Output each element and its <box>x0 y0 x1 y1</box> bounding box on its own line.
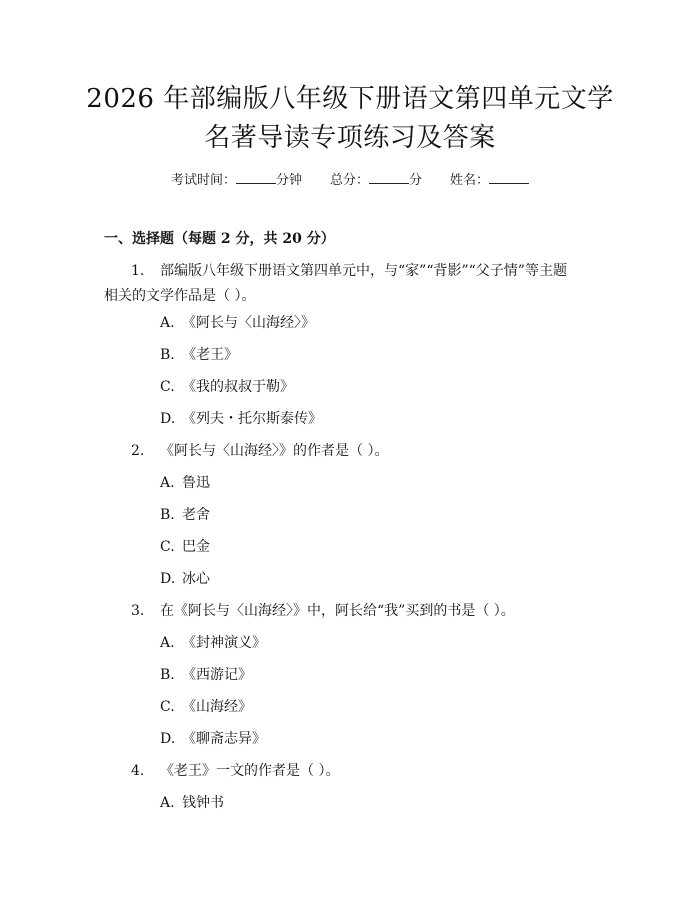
question-number: 3. <box>131 603 145 619</box>
option-letter: B. <box>160 667 175 683</box>
option-letter: A. <box>160 635 175 651</box>
option-text: 《我的叔叔于勒》 <box>182 379 294 395</box>
option-text: 《封神演义》 <box>182 635 266 651</box>
option-item[interactable] <box>160 697 252 717</box>
option-text: 《山海经》 <box>182 699 252 715</box>
total-score-field <box>330 170 422 190</box>
question-number: 1. <box>131 263 145 279</box>
question-text: 在《阿长与〈山海经〉》中，阿长给“我”买到的书是（ ）。 <box>160 603 515 619</box>
option-item[interactable] <box>160 729 266 749</box>
option-letter: B. <box>160 347 175 363</box>
option-text: 《聊斋志异》 <box>182 731 266 747</box>
question-number: 4. <box>131 763 145 779</box>
option-item[interactable] <box>160 633 266 653</box>
option-text: 《西游记》 <box>182 667 252 683</box>
option-letter: C. <box>160 379 175 395</box>
option-letter: D. <box>160 411 176 427</box>
option-item[interactable] <box>160 409 322 429</box>
option-letter: C. <box>160 539 175 555</box>
question-text: 《老王》一文的作者是（ ）。 <box>160 763 340 779</box>
option-text: 冰心 <box>182 571 210 587</box>
student-name-blank <box>489 170 529 184</box>
option-item[interactable] <box>160 793 224 813</box>
option-text: 《老王》 <box>182 347 238 363</box>
exam-title-line1: 2026 年部编版八年级下册语文第四单元文学 <box>86 84 614 114</box>
option-text: 老舍 <box>182 507 210 523</box>
exam-time-blank <box>236 170 276 184</box>
option-item[interactable] <box>160 345 238 365</box>
total-score-unit: 分 <box>409 173 423 188</box>
option-letter: B. <box>160 507 175 523</box>
section-heading: 一、选择题（每题 2 分，共 20 分） <box>104 231 335 247</box>
question-number: 2. <box>131 443 145 459</box>
total-score-blank <box>369 170 409 184</box>
option-letter: A. <box>160 795 175 811</box>
option-letter: C. <box>160 699 175 715</box>
option-item[interactable] <box>160 537 210 557</box>
option-item[interactable] <box>160 665 252 685</box>
option-item[interactable] <box>160 569 210 589</box>
option-text: 《列夫・托尔斯泰传》 <box>182 411 322 427</box>
total-score-label: 总分： <box>329 173 369 188</box>
exam-time-field <box>171 170 302 190</box>
option-item[interactable] <box>160 377 294 397</box>
option-text: 《阿长与〈山海经〉》 <box>182 315 315 331</box>
exam-time-unit: 分钟 <box>275 173 302 188</box>
option-text: 钱钟书 <box>182 795 224 811</box>
option-letter: D. <box>160 731 176 747</box>
student-name-label: 姓名： <box>450 173 490 188</box>
option-text: 鲁迅 <box>182 475 210 491</box>
option-text: 巴金 <box>182 539 210 555</box>
option-item[interactable] <box>160 473 210 493</box>
question-text: 部编版八年级下册语文第四单元中，与“家”“背影”“父子情”等主题 <box>160 263 567 279</box>
option-letter: D. <box>160 571 176 587</box>
exam-info-row <box>0 170 700 190</box>
option-item[interactable] <box>160 505 210 525</box>
option-letter: A. <box>160 315 175 331</box>
question-text: 《阿长与〈山海经〉》的作者是（ ）。 <box>160 443 389 459</box>
option-item[interactable] <box>160 313 315 333</box>
question-text-continued: 相关的文学作品是（ ）。 <box>104 288 256 304</box>
exam-title-line2: 名著导读专项练习及答案 <box>204 123 496 153</box>
option-letter: A. <box>160 475 175 491</box>
student-name-field <box>450 170 529 190</box>
exam-time-label: 考试时间： <box>170 173 236 188</box>
